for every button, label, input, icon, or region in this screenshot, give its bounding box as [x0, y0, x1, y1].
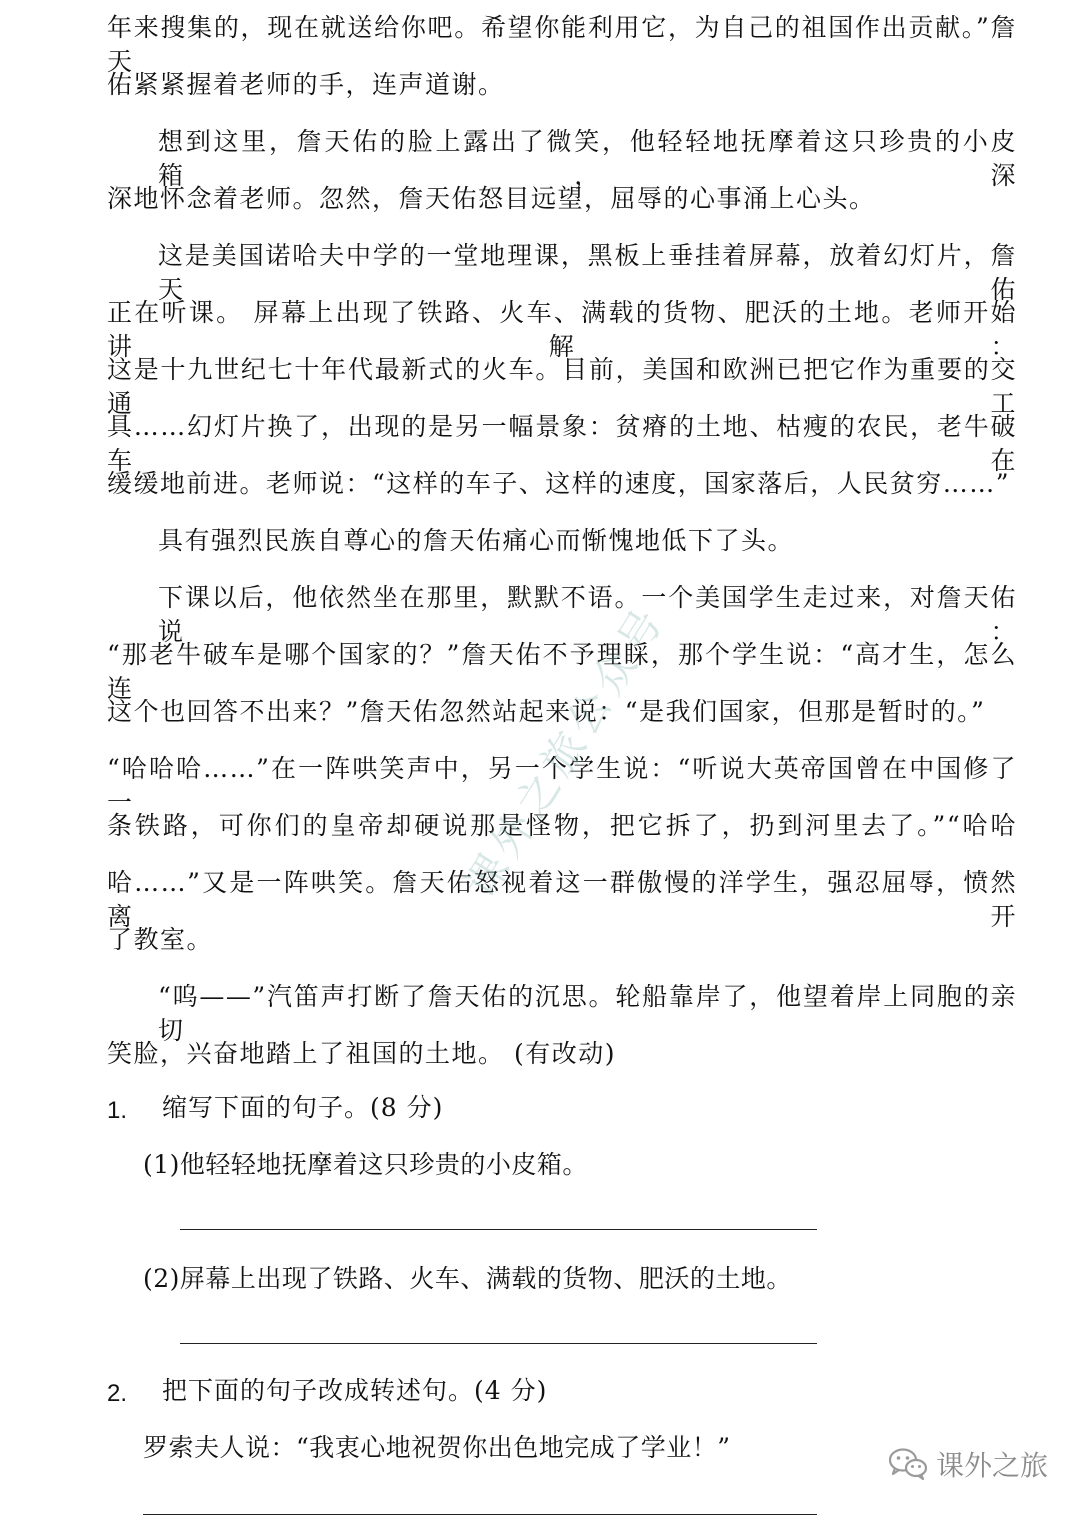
passage-line: 这是十九世纪七十年代最新式的火车。目前，美国和欧洲已把它作为重要的交通工 [107, 355, 1017, 418]
answer-line[interactable] [180, 1343, 817, 1344]
passage-line: 下课以后，他依然坐在那里，默默不语。一个美国学生走过来，对詹天佑说： [158, 583, 1017, 646]
passage-line: “那老牛破车是哪个国家的？”詹天佑不予理睬，那个学生说：“高才生，怎么连 [107, 640, 1017, 703]
question-item: (2)屏幕上出现了铁路、火车、满载的货物、肥沃的土地。 [143, 1264, 792, 1293]
question-prompt: 缩写下面的句子。(8 分) [162, 1093, 444, 1122]
question-number: 2. [107, 1380, 128, 1407]
passage-line: 年来搜集的，现在就送给你吧。希望你能利用它，为自己的祖国作出贡献。”詹天 [107, 13, 1017, 76]
passage-line: 具有强烈民族自尊心的詹天佑痛心而惭愧地低下了头。 [158, 526, 795, 555]
passage-line: 条铁路，可你们的皇帝却硬说那是怪物，把它拆了，扔到河里去了。”“哈哈 [107, 811, 1017, 840]
passage-line: 这个也回答不出来？”詹天佑忽然站起来说：“是我们国家，但那是暂时的。” [107, 697, 986, 726]
passage-line: 哈……”又是一阵哄笑。詹天佑怒视着这一群傲慢的洋学生，强忍屈辱，愤然离开 [107, 868, 1017, 931]
passage-line: 缓缓地前进。老师说：“这样的车子、这样的速度，国家落后，人民贫穷……” [107, 469, 1011, 498]
question-item: (1)他轻轻地抚摩着这只珍贵的小皮箱。 [143, 1150, 588, 1179]
wechat-icon [888, 1447, 928, 1481]
answer-line[interactable] [143, 1514, 817, 1515]
question-number: 1. [107, 1097, 128, 1124]
passage-line: 想到这里，詹天佑的脸上露出了微笑，他轻轻地抚摩着这只珍贵的小皮箱，深 [158, 127, 1017, 190]
passage-line: 了教室。 [107, 925, 214, 954]
passage-line: “呜——”汽笛声打断了詹天佑的沉思。轮船靠岸了，他望着岸上同胞的亲切 [158, 982, 1017, 1045]
passage-line: 佑紧紧握着老师的手，连声道谢。 [107, 70, 505, 99]
passage-line: 具……幻灯片换了，出现的是另一幅景象：贫瘠的土地、枯瘦的农民，老牛破车在 [107, 412, 1017, 475]
passage-line: “哈哈哈……”在一阵哄笑声中，另一个学生说：“听说大英帝国曾在中国修了一 [107, 754, 1017, 817]
question-item: 罗索夫人说：“我衷心地祝贺你出色地完成了学业！” [143, 1433, 731, 1462]
passage-line: 笑脸，兴奋地踏上了祖国的土地。 (有改动) [107, 1039, 616, 1068]
brand-badge [888, 1440, 1048, 1488]
passage-line: 深地怀念着老师。忽然，詹天佑怒目远望，屈辱的心事涌上心头。 [107, 184, 876, 213]
passage-line: 这是美国诺哈夫中学的一堂地理课，黑板上垂挂着屏幕，放着幻灯片，詹天佑 [158, 241, 1017, 304]
watermark: 课外之旅公众号 [455, 595, 675, 907]
passage-line: 正在听课。 屏幕上出现了铁路、火车、满载的货物、肥沃的土地。老师开始讲解： [107, 298, 1017, 361]
question-prompt: 把下面的句子改成转述句。(4 分) [162, 1376, 548, 1405]
brand-name: 课外之旅 [936, 1449, 1049, 1482]
answer-line[interactable] [180, 1229, 817, 1230]
